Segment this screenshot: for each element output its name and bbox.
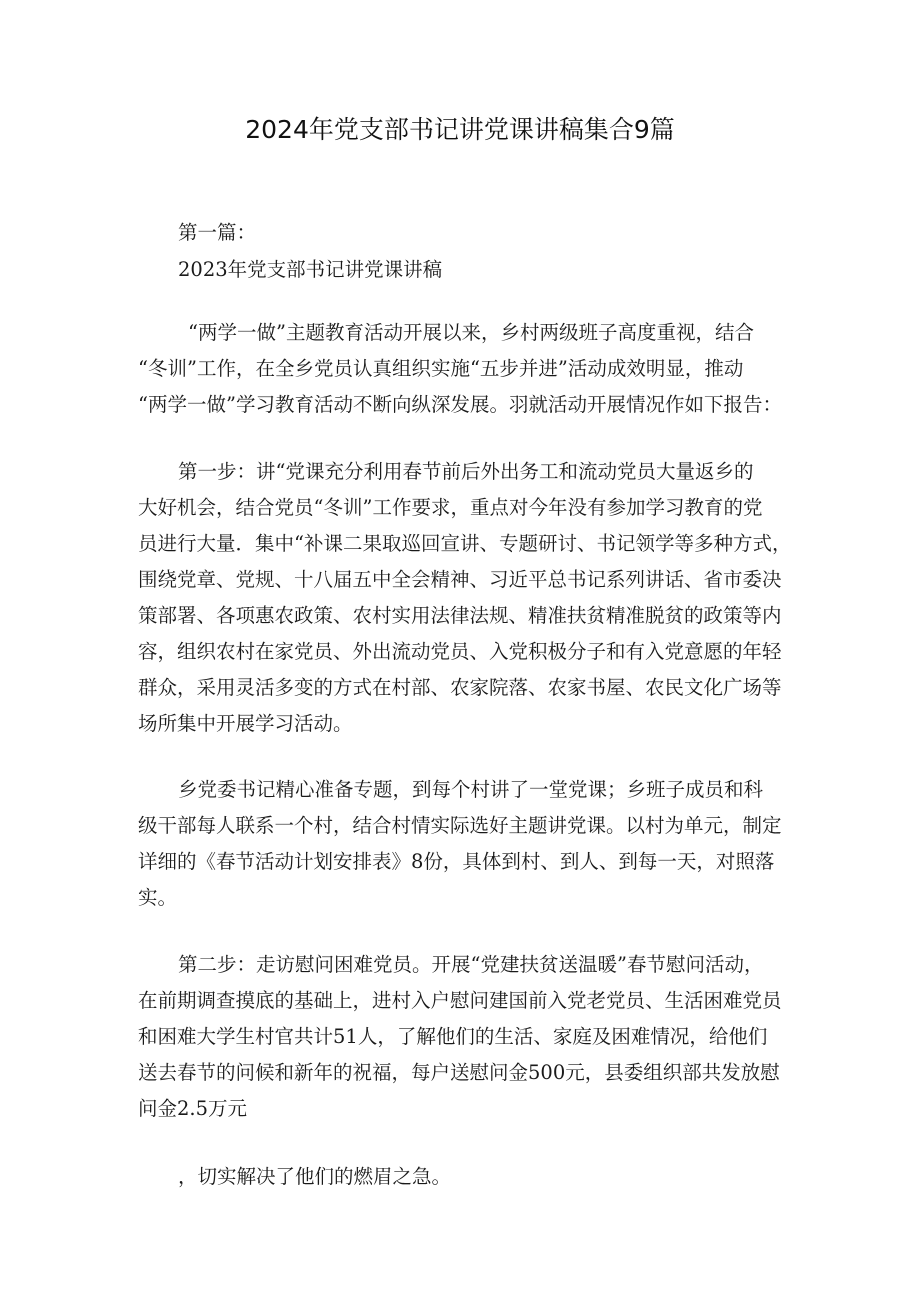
paragraph-line: “冬训”工作，在全乡党员认真组织实施“五步并进”活动成效明显，推动 bbox=[138, 357, 744, 380]
paragraph-line: “两学一做”学习教育活动不断向纵深发展。羽就活动开展情况作如下报告： bbox=[138, 393, 782, 416]
paragraph-line: “两学一做”主题教育活动开展以来，乡村两级班子高度重视，结合 bbox=[188, 321, 754, 344]
paragraph-line: 第二步：走访慰问困难党员。开展“党建扶贫送温暖”春节慰问活动， bbox=[178, 953, 764, 976]
paragraph-line: 问金2.5万元 bbox=[138, 1097, 248, 1120]
paragraph-line: 在前期调查摸底的基础上，进村入户慰问建国前入党老党员、生活困难党员 bbox=[138, 989, 782, 1012]
paragraph-line: 容，组织农村在家党员、外出流动党员、入党积极分子和有入党意愿的年轻 bbox=[138, 640, 782, 663]
paragraph-line: 详细的《春节活动计划安排表》8份，具体到村、到人、到每一天，对照落 bbox=[138, 850, 775, 873]
paragraph-line: 第一步：讲“党课充分利用春节前后外出务工和流动党员大量返乡的 bbox=[178, 460, 754, 483]
paragraph-line: 级干部每人联系一个村，结合村情实际选好主题讲党课。以村为单元，制定 bbox=[138, 814, 782, 837]
paragraph-line: 策部署、各项惠农政策、农村实用法律法规、精准扶贫精准脱贫的政策等内 bbox=[138, 604, 782, 627]
paragraph-line: 送去春节的问候和新年的祝福，每户送慰问金500元，县委组织部共发放慰 bbox=[138, 1061, 780, 1084]
paragraph-line: 实。 bbox=[138, 886, 178, 909]
paragraph-line: 员进行大量．集中“补课二果取巡回宣讲、专题研讨、书记领学等多种方式， bbox=[138, 532, 792, 555]
document-title: 2024年党支部书记讲党课讲稿集合9篇 bbox=[245, 115, 675, 144]
section-subtitle: 2023年党支部书记讲党课讲稿 bbox=[178, 258, 443, 281]
paragraph-line: 乡党委书记精心准备专题，到每个村讲了一堂党课；乡班子成员和科 bbox=[178, 778, 764, 801]
paragraph-line: ，切实解决了他们的燃眉之急。 bbox=[178, 1165, 452, 1188]
paragraph-line: 大好机会，结合党员“冬训”工作要求，重点对今年没有参加学习教育的党 bbox=[138, 496, 763, 519]
section-label: 第一篇： bbox=[178, 221, 257, 244]
paragraph-line: 群众，采用灵活多变的方式在村部、农家院落、农家书屋、农民文化广场等 bbox=[138, 676, 782, 699]
paragraph-line: 围绕党章、党规、十八届五中全会精神、习近平总书记系列讲话、省市委决 bbox=[138, 568, 782, 591]
paragraph-line: 和困难大学生村官共计51人，了解他们的生活、家庭及困难情况，给他们 bbox=[138, 1025, 768, 1048]
paragraph-line: 场所集中开展学习活动。 bbox=[138, 712, 353, 735]
